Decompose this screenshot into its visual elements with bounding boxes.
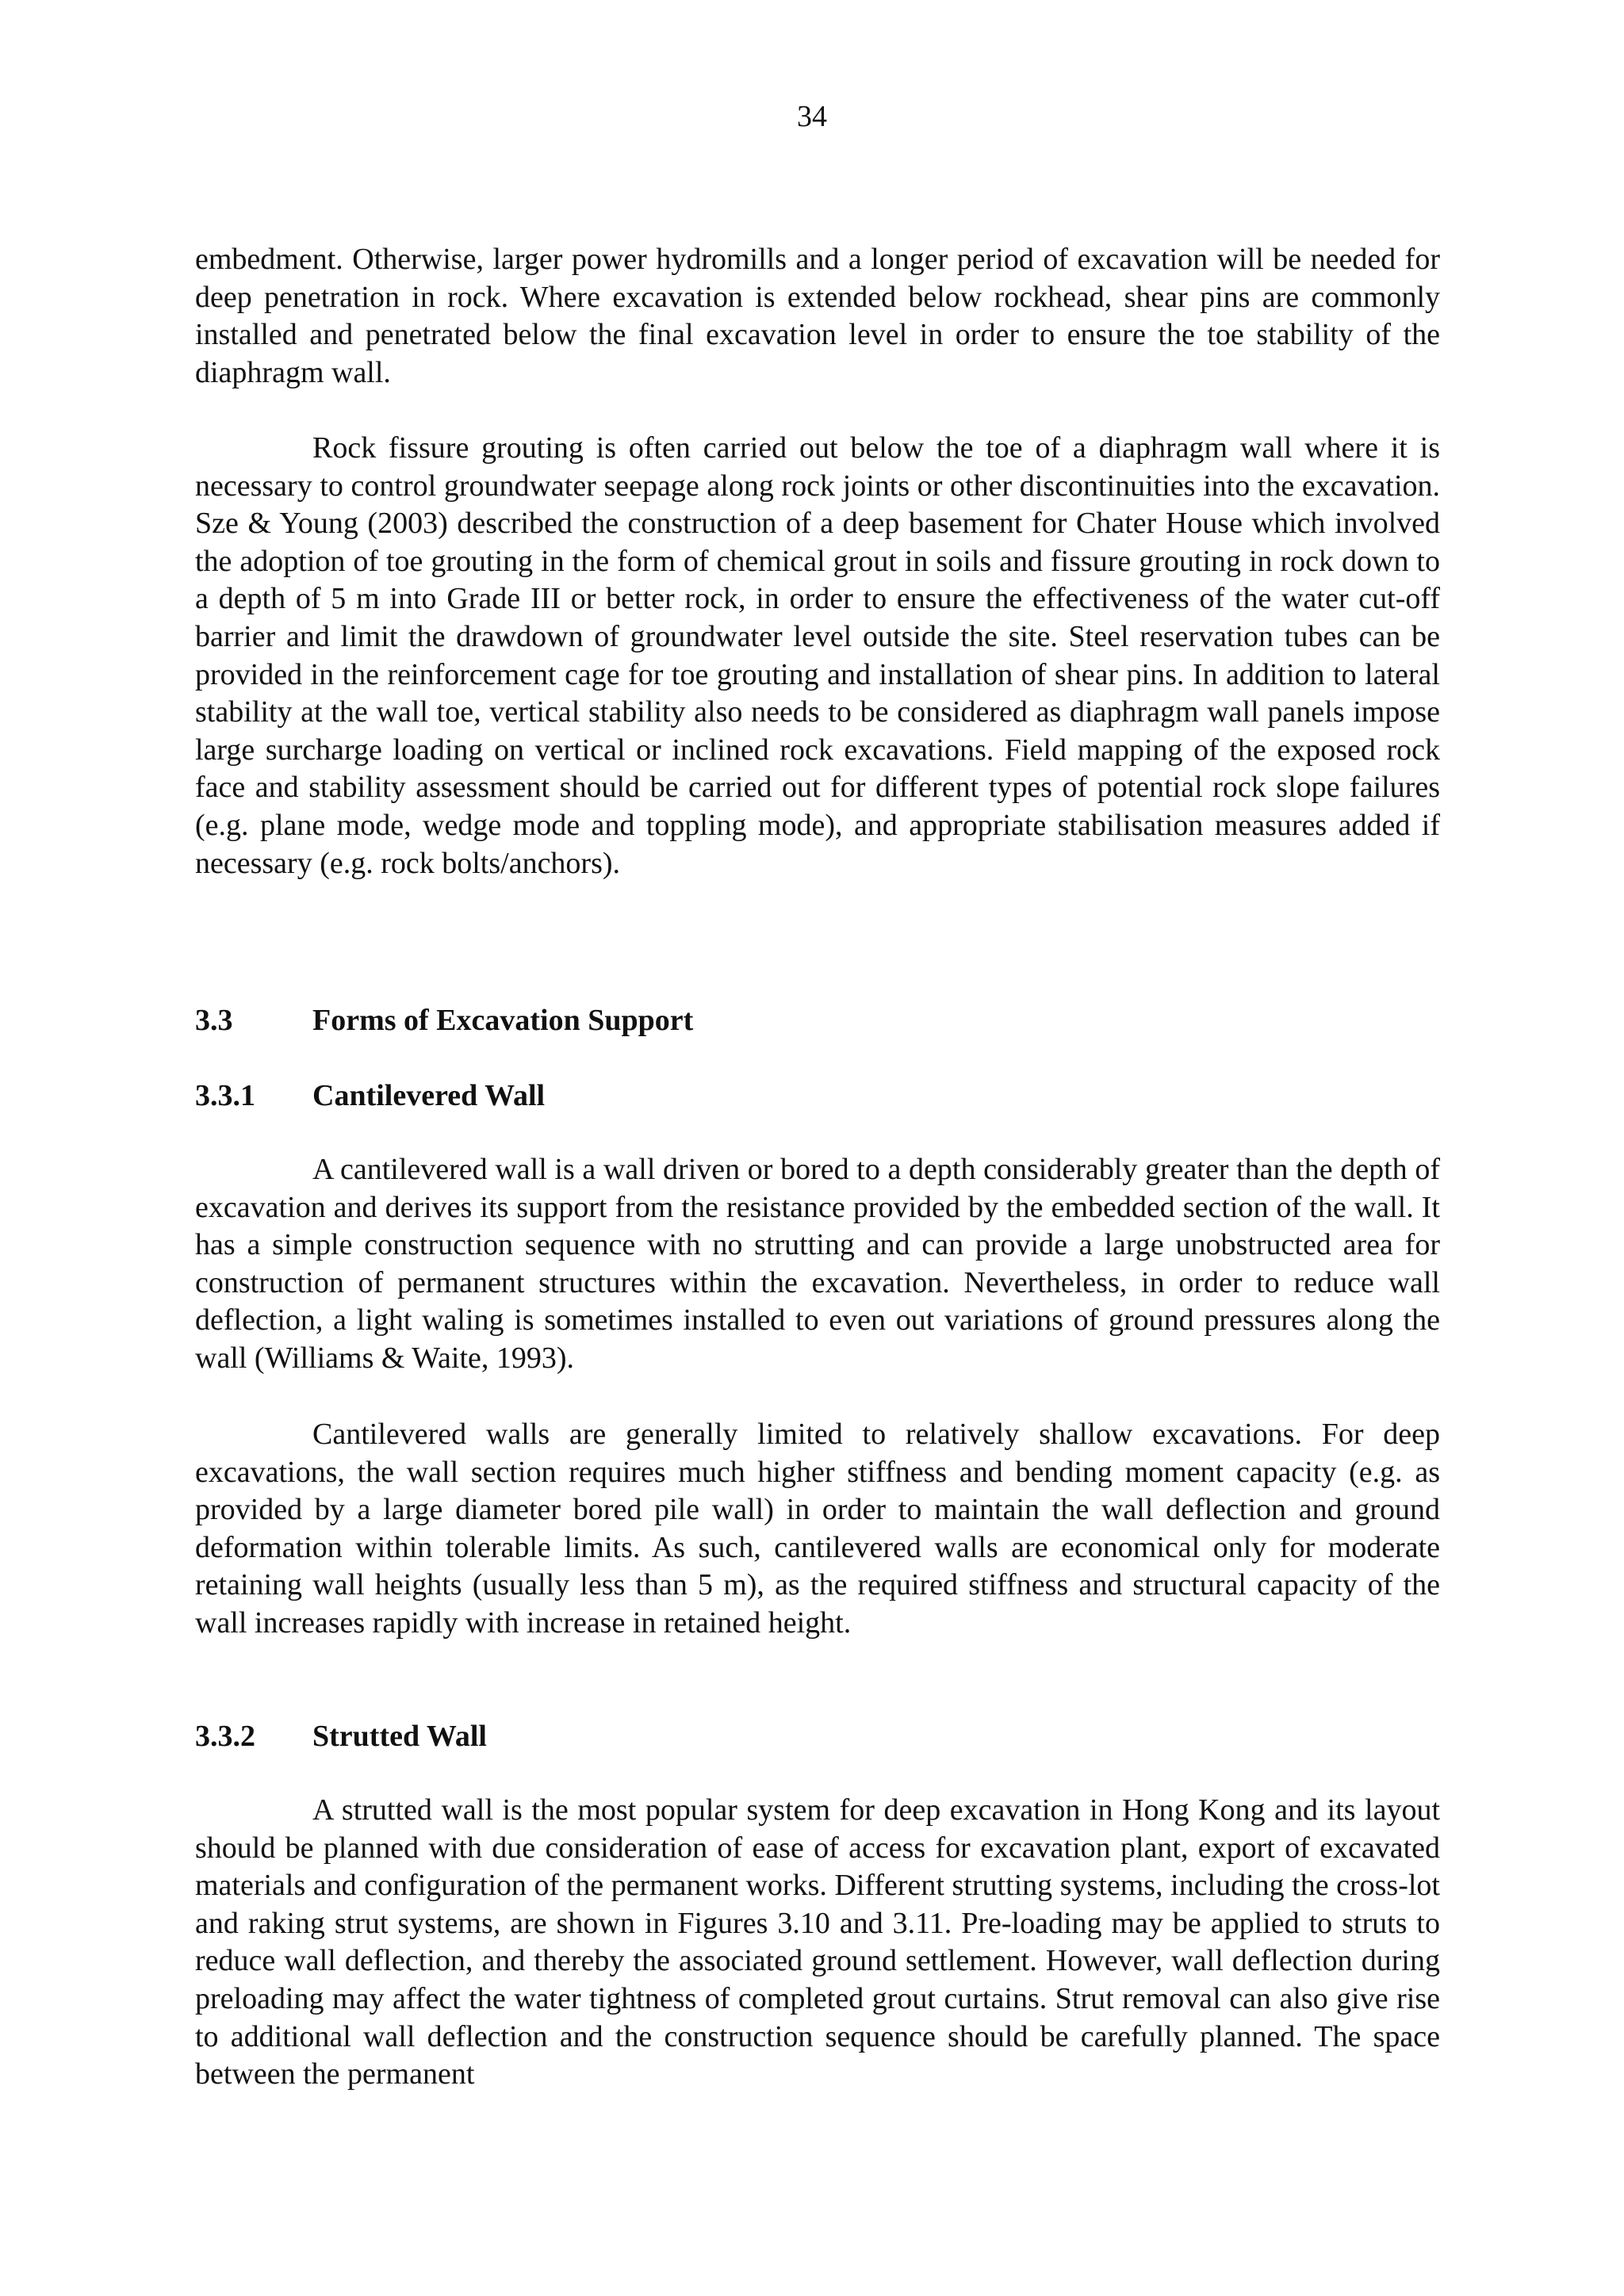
- section-heading-3-3-2: [195, 1717, 487, 1755]
- section-number: 3.3: [195, 1004, 233, 1037]
- section-heading-3-3-1: [195, 1077, 545, 1115]
- page-number: 34: [797, 100, 827, 133]
- section-title: Forms of Excavation Support: [312, 1004, 694, 1037]
- paragraph-strutted-wall: A strutted wall is the most popular system for deep excavation in Hong Kong and its layout should be planned with due consideration of ease of access for excavation plant, export of excavated materials and configuration of the permanent works. Different strutting systems, including the cross-lot and raking strut systems, are shown in Figures 3.10 and 3.11. Pre-loading may be applied to struts to reduce wall deflection, and thereby the associated ground settlement. However, wall deflection during preloading may affect the water tightness of completed grout curtains. Strut removal can also give rise to additional wall deflection and the construction sequence should be carefully planned. The space between the permanent: [195, 1793, 1440, 2091]
- section-number: 3.3.1: [195, 1079, 255, 1112]
- section-number: 3.3.2: [195, 1720, 255, 1753]
- paragraph-cantilevered-wall-limits: Cantilevered walls are generally limited to relatively shallow excavations. For deep excavations, the wall section requires much higher stiffness and bending moment capacity (e.g. as provided by a large diameter bored pile wall) in order to maintain the wall deflection and ground deformation within tolerable limits. As such, cantilevered walls are economical only for moderate retaining wall heights (usually less than 5 m), as the required stiffness and structural capacity of the wall increases rapidly with increase in retained height.: [195, 1418, 1440, 1640]
- paragraph-cantilevered-wall-definition: A cantilevered wall is a wall driven or bored to a depth considerably greater than the depth of excavation and derives its support from the resistance provided by the embedded section of the wall. It has a simple construction sequence with no strutting and can provide a large unobstructed area for construction of permanent structures within the excavation. Nevertheless, in order to reduce wall deflection, a light waling is sometimes installed to even out variations of ground pressures along the wall (Williams & Waite, 1993).: [195, 1153, 1440, 1375]
- section-title: Strutted Wall: [312, 1720, 487, 1753]
- section-title: Cantilevered Wall: [312, 1079, 546, 1112]
- paragraph-rock-fissure-grouting: Rock fissure grouting is often carried out below the toe of a diaphragm wall where it is necessary to control groundwater seepage along rock joints or other discontinuities into the excavation. Sze & Young (2003) described the construction of a deep basement for Chater House which involved the adoption of toe grouting in the form of chemical grout in soils and fissure grouting in rock down to a depth of 5 m into Grade III or better rock, in order to ensure the effectiveness of the water cut-off barrier and limit the drawdown of groundwater level outside the site. Steel reservation tubes can be provided in the reinforcement cage for toe grouting and installation of shear pins. In addition to lateral stability at the wall toe, vertical stability also needs to be considered as diaphragm wall panels impose large surcharge loading on vertical or inclined rock excavations. Field mapping of the exposed rock face and stability assessment should be carried out for different types of potential rock slope failures (e.g. plane mode, wedge mode and toppling mode), and appropriate stabilisation measures added if necessary (e.g. rock bolts/anchors).: [195, 431, 1440, 880]
- paragraph-embedment: embedment. Otherwise, larger power hydromills and a longer period of excavation will be needed for deep penetration in rock. Where excavation is extended below rockhead, shear pins are commonly installed and penetrated below the final excavation level in order to ensure the toe stability of the diaphragm wall.: [195, 243, 1440, 389]
- section-heading-3-3: [195, 1001, 693, 1039]
